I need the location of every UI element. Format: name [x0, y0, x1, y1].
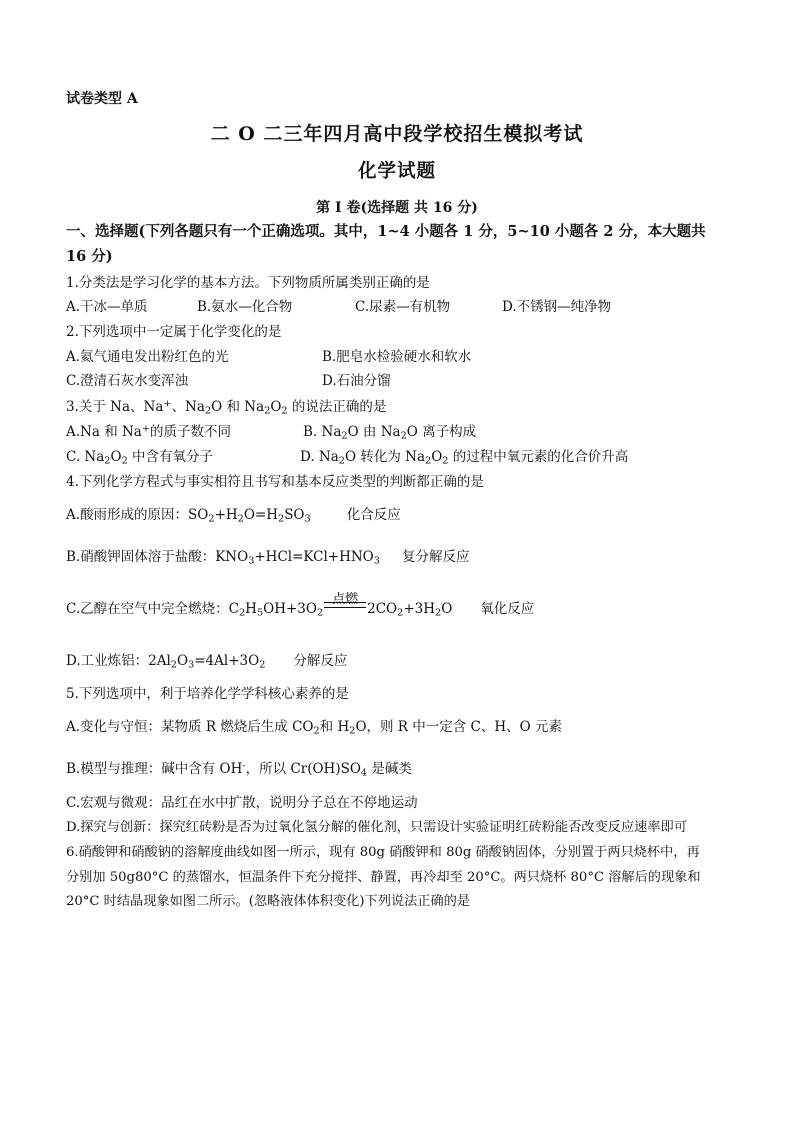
q4-d-type: 分解反应: [293, 653, 348, 669]
question-4-option-a: [66, 505, 401, 525]
q3-stem-sub: 2: [264, 405, 271, 417]
q3-d-text: O 转化为 Na: [344, 449, 425, 465]
question-5-option-c: C.宏观与微观：品红在水中扩散，说明分子总在不停地运动: [66, 795, 418, 811]
q4-d-equation: $2Al_2O_3=4Al+3O_2$: [148, 653, 266, 671]
question-4-option-c: [66, 592, 535, 619]
q5-a-sub: 2: [313, 725, 320, 737]
q4-a-type: 化合反应: [346, 507, 401, 523]
q3-a-text: 的质子数不同: [150, 424, 232, 440]
q3-c-text: C. Na: [66, 449, 105, 465]
question-5-option-d: D.探究与创新：探究红砖粉是否为过氧化氢分解的催化剂，只需设计实验证明红砖粉能否改变反应速率即可: [66, 820, 687, 835]
question-5-option-b: [66, 759, 412, 779]
paper-type: 试卷类型 A: [66, 91, 138, 107]
question-2-option-a: A.氦气通电发出粉红色的光: [66, 349, 229, 365]
reaction-condition-arrow: [324, 592, 366, 613]
q3-stem-sup: +: [163, 398, 172, 410]
question-3-option-c: [66, 447, 213, 467]
q3-d-text: D. Na: [300, 449, 339, 465]
exam-title: 二 O 二三年四月高中段学校招生模拟考试: [210, 123, 584, 145]
q3-d-text: 的过程中氧元素的化合价升高: [448, 449, 629, 465]
question-6-line-2: 分别加 50g80°C 的蒸馏水，恒温条件下充分搅拌、静置，再冷却至 20°C。两只烧杯 80°C 溶解后的现象和: [66, 870, 701, 885]
q4-c-equation: $C_2H_5OH+3O_2$ 点燃 $2CO_2+3H_2O$: [228, 592, 453, 619]
q3-a-sup: +: [141, 423, 151, 435]
q3-b-sub: 2: [400, 430, 407, 442]
q3-stem-text: O 和 Na: [211, 399, 265, 415]
question-2-stem: 2.下列选项中一定属于化学变化的是: [66, 324, 282, 340]
q4-b-type: 复分解反应: [401, 549, 470, 565]
reaction-condition: 点燃: [332, 592, 359, 607]
q4-a-label: A.酸雨形成的原因：: [66, 507, 189, 523]
q4-b-label: B.硝酸钾固体溶于盐酸：: [66, 549, 216, 565]
q3-d-text: O: [431, 449, 443, 465]
q5-b-sup: -: [242, 760, 246, 772]
question-5-stem: 5.下列选项中，利于培养化学学科核心素养的是: [66, 686, 349, 702]
q3-c-sub: 2: [104, 455, 111, 467]
q3-stem-text: O: [270, 399, 282, 415]
question-1-option-c: C.尿素—有机物: [355, 299, 451, 315]
q4-b-equation: $KNO_3+HCl=KCl+HNO_3$: [215, 549, 380, 567]
question-2-option-d: D.石油分馏: [322, 373, 391, 389]
q3-stem-text: 、Na: [171, 399, 205, 415]
question-4-option-b: [66, 547, 469, 567]
q4-c-type: 氧化反应: [480, 601, 535, 617]
question-5-option-a: [66, 717, 562, 737]
q5-a-sub: 2: [349, 725, 356, 737]
question-2-option-b: B.肥皂水检验硬水和软水: [322, 349, 472, 365]
question-1-stem: 1.分类法是学习化学的基本方法。下列物质所属类别正确的是: [66, 275, 430, 291]
q3-b-text: B. Na: [303, 424, 342, 440]
q5-a-text: O，则 R 中一定含 C、H、O 元素: [355, 719, 563, 735]
question-6-line-3: 20°C 时结晶现象如图二所示。(忽略液体体积变化)下列说法正确的是: [66, 894, 471, 909]
q3-stem-sub: 2: [204, 405, 212, 417]
q5-a-text: 和 H: [319, 719, 350, 735]
question-1-option-a: A.干冰—单质: [66, 299, 148, 315]
q4-c-label: C.乙醇在空气中完全燃烧：: [66, 601, 229, 617]
q4-d-label: D.工业炼铝：: [66, 653, 149, 669]
section-instruction-cont: 16 分): [66, 248, 113, 265]
q3-c-sub: 2: [121, 455, 128, 467]
question-2-option-c: C.澄清石灰水变浑浊: [66, 373, 189, 389]
q3-a-text: A.Na 和 Na: [66, 424, 142, 440]
question-3-stem: [66, 397, 386, 417]
question-6-line-1: 6.硝酸钾和硝酸钠的溶解度曲线如图一所示，现有 80g 硝酸钾和 80g 硝酸钠固体，分别置于两只烧杯中，再: [66, 845, 700, 860]
q3-d-sub: 2: [425, 455, 432, 467]
subject-title: 化学试题: [357, 161, 436, 182]
question-3-option-a: [66, 422, 231, 442]
q3-b-text: O 由 Na: [347, 424, 401, 440]
section-instruction: 一、选择题(下列各题只有一个正确选项。其中，1~4 小题各 1 分，5~10 小题各 2 分，本大题共: [66, 223, 706, 240]
q5-b-text: B.模型与推理：碱中含有 OH: [66, 761, 243, 777]
q3-c-text: 中含有氧分子: [127, 449, 214, 465]
q5-b-sub: 4: [360, 767, 368, 779]
q3-d-sub: 2: [338, 455, 345, 467]
q4-a-equation: $SO_2+H_2O=H_2SO_3$: [188, 507, 311, 525]
q3-stem-text: 3.关于 Na、Na: [66, 399, 164, 415]
question-4-stem: 4.下列化学方程式与事实相符且书写和基本反应类型的判断都正确的是: [66, 474, 484, 490]
question-1-option-b: B.氨水—化合物: [197, 299, 293, 315]
part-title: 第 I 卷(选择题 共 16 分): [316, 200, 478, 216]
q5-a-text: A.变化与守恒：某物质 R 燃烧后生成 CO: [66, 719, 314, 735]
q3-stem-text: 的说法正确的是: [287, 399, 387, 415]
question-1-option-d: D.不锈钢—纯净物: [502, 299, 612, 315]
q5-b-text: ，所以 Cr(OH)SO: [245, 761, 361, 777]
question-4-option-d: [66, 651, 347, 671]
q3-c-text: O: [110, 449, 122, 465]
q3-b-sub: 2: [341, 430, 348, 442]
q3-d-sub: 2: [442, 455, 449, 467]
question-3-option-b: [303, 422, 476, 442]
q3-b-text: O 离子构成: [406, 424, 477, 440]
question-3-option-d: [300, 447, 628, 467]
q3-stem-sub: 2: [281, 405, 288, 417]
q5-b-text: 是碱类: [367, 761, 412, 777]
